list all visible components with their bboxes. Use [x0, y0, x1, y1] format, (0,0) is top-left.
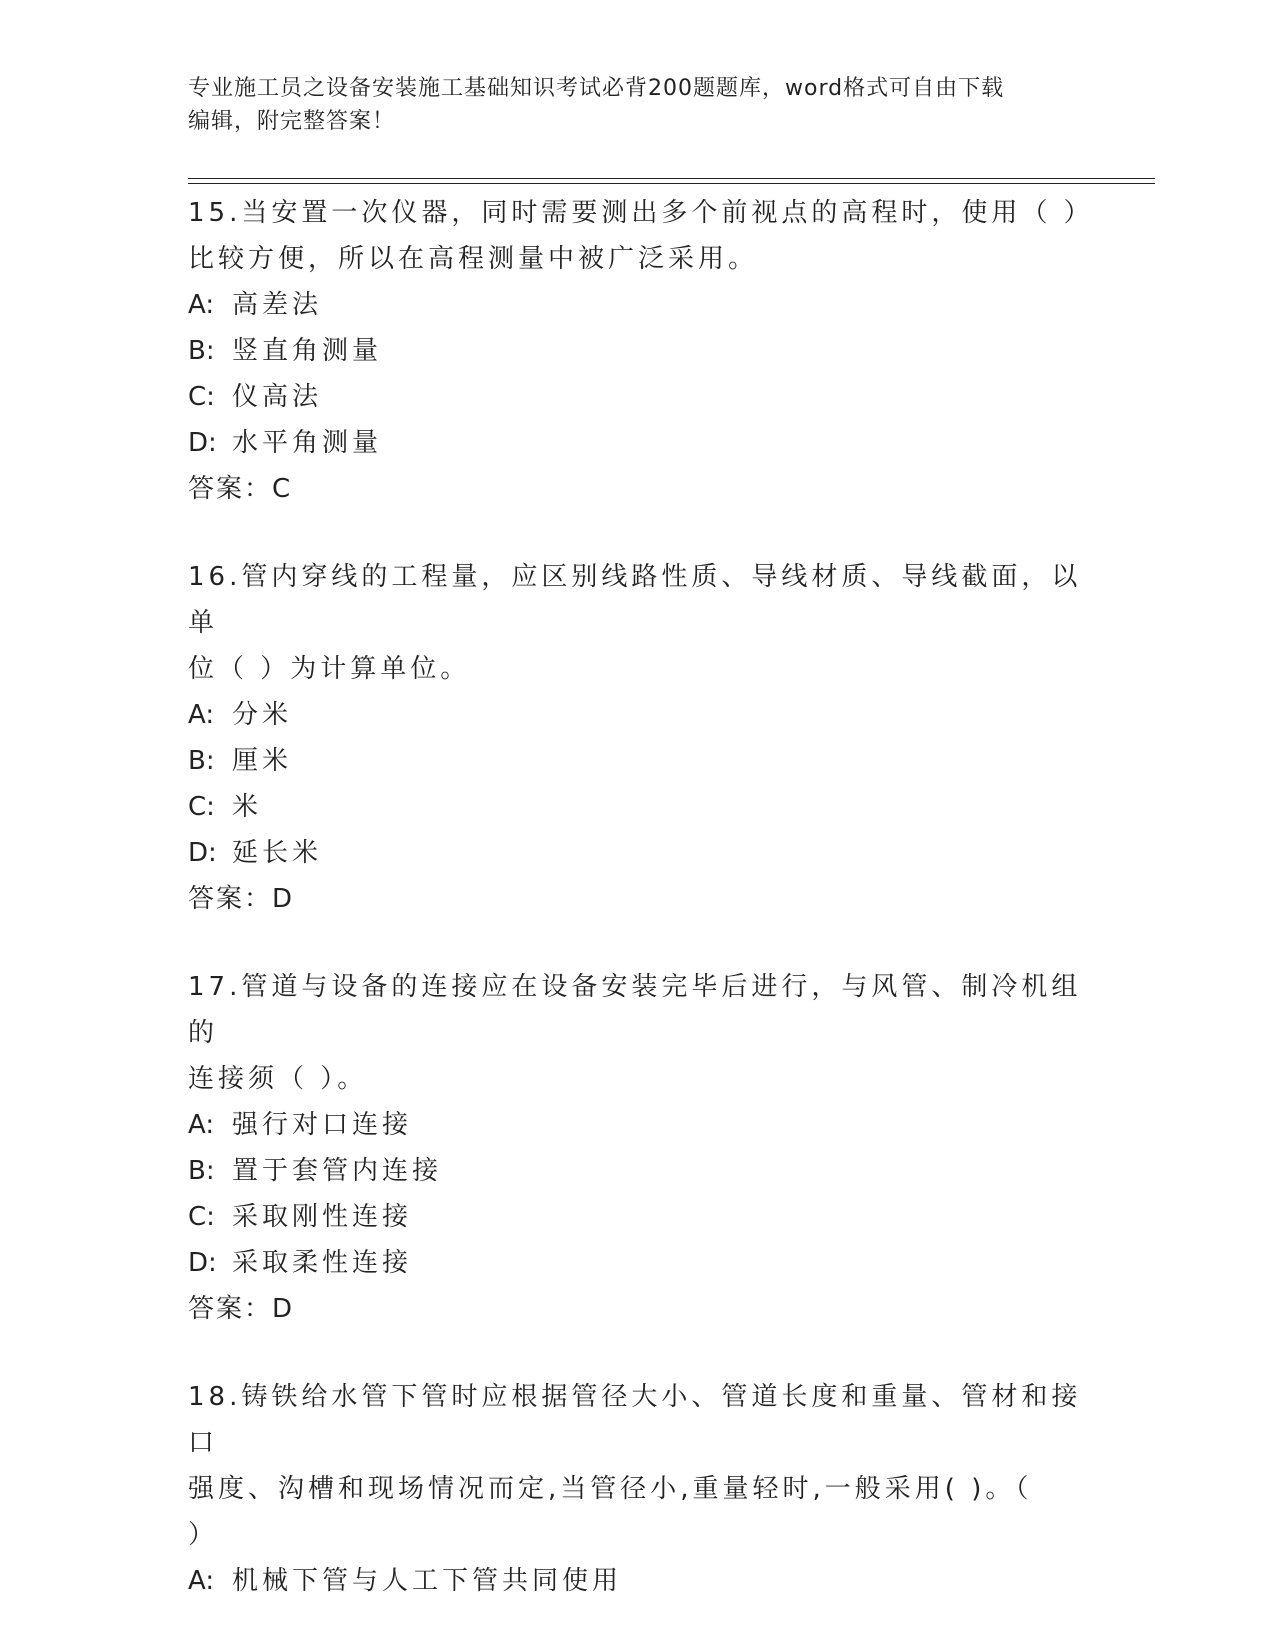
question-gap [188, 922, 1088, 964]
option-d [188, 1240, 1088, 1286]
option-letter: B: [188, 746, 215, 776]
question-stem-line: 18.铸铁给水管下管时应根据管径大小、管道长度和重量、管材和接口 [188, 1382, 1082, 1458]
option-text: 仪高法 [232, 382, 323, 412]
option-a [188, 282, 1088, 328]
question-gap [188, 1332, 1088, 1374]
answer-label: 答案： [188, 474, 273, 504]
option-text: 强行对口连接 [232, 1110, 413, 1140]
header-divider-top [188, 178, 1155, 179]
answer-value: D [272, 884, 293, 914]
option-text: 延长米 [232, 838, 323, 868]
answer-line [188, 466, 1088, 512]
question-16 [188, 554, 1088, 922]
option-letter: B: [188, 1156, 215, 1186]
option-letter: C: [188, 1202, 215, 1232]
option-a [188, 1558, 1088, 1604]
option-letter: D: [188, 838, 217, 868]
option-text: 高差法 [232, 290, 323, 320]
option-letter: D: [188, 1248, 217, 1278]
option-a [188, 1102, 1088, 1148]
option-text: 水平角测量 [232, 428, 383, 458]
question-stem-line: 连接须（ ）。 [188, 1064, 368, 1094]
question-stem-line: 比较方便，所以在高程测量中被广泛采用。 [188, 244, 759, 274]
question-17 [188, 964, 1088, 1332]
option-c [188, 374, 1088, 420]
question-15 [188, 190, 1094, 512]
answer-line [188, 876, 1088, 922]
question-gap [188, 512, 1088, 554]
header-title-line2: 编辑，附完整答案！ [188, 109, 396, 134]
question-stem-line: 17.管道与设备的连接应在设备安装完毕后进行，与风管、制冷机组的 [188, 972, 1082, 1048]
option-text: 采取刚性连接 [232, 1202, 413, 1232]
option-letter: C: [188, 382, 215, 412]
option-d [188, 420, 1088, 466]
option-c [188, 784, 1088, 830]
answer-label: 答案： [188, 884, 273, 914]
question-stem-line: 位（ ）为计算单位。 [188, 654, 471, 684]
option-text: 置于套管内连接 [232, 1156, 443, 1186]
option-b [188, 738, 1088, 784]
option-d [188, 830, 1088, 876]
answer-label: 答案： [188, 1294, 273, 1324]
question-list [188, 190, 1094, 1604]
option-letter: A: [188, 700, 215, 730]
option-text: 分米 [232, 700, 293, 730]
option-letter: B: [188, 336, 215, 366]
option-letter: D: [188, 428, 217, 458]
option-text: 米 [232, 792, 263, 822]
header-divider-bottom [188, 183, 1155, 184]
answer-value: D [272, 1294, 293, 1324]
option-a [188, 692, 1088, 738]
option-text: 机械下管与人工下管共同使用 [232, 1566, 623, 1596]
option-letter: A: [188, 290, 215, 320]
question-stem-line: 15.当安置一次仪器，同时需要测出多个前视点的高程时，使用（ ） [188, 198, 1094, 228]
option-text: 采取柔性连接 [232, 1248, 413, 1278]
question-18 [188, 1374, 1088, 1604]
option-b [188, 1148, 1088, 1194]
answer-value: C [272, 474, 291, 504]
question-stem-line: ） [188, 1520, 219, 1550]
option-text: 竖直角测量 [232, 336, 383, 366]
question-stem-line: 强度、沟槽和现场情况而定,当管径小,重量轻时,一般采用( )。（ [188, 1474, 1033, 1504]
header-title-line1: 专业施工员之设备安装施工基础知识考试必背200题题库，word格式可自由下载 [188, 76, 1005, 101]
answer-line [188, 1286, 1088, 1332]
document-header [188, 72, 1088, 138]
option-b [188, 328, 1088, 374]
option-text: 厘米 [232, 746, 293, 776]
option-letter: A: [188, 1110, 215, 1140]
option-c [188, 1194, 1088, 1240]
option-letter: A: [188, 1566, 215, 1596]
question-stem-line: 16.管内穿线的工程量，应区别线路性质、导线材质、导线截面，以单 [188, 562, 1082, 638]
option-letter: C: [188, 792, 215, 822]
